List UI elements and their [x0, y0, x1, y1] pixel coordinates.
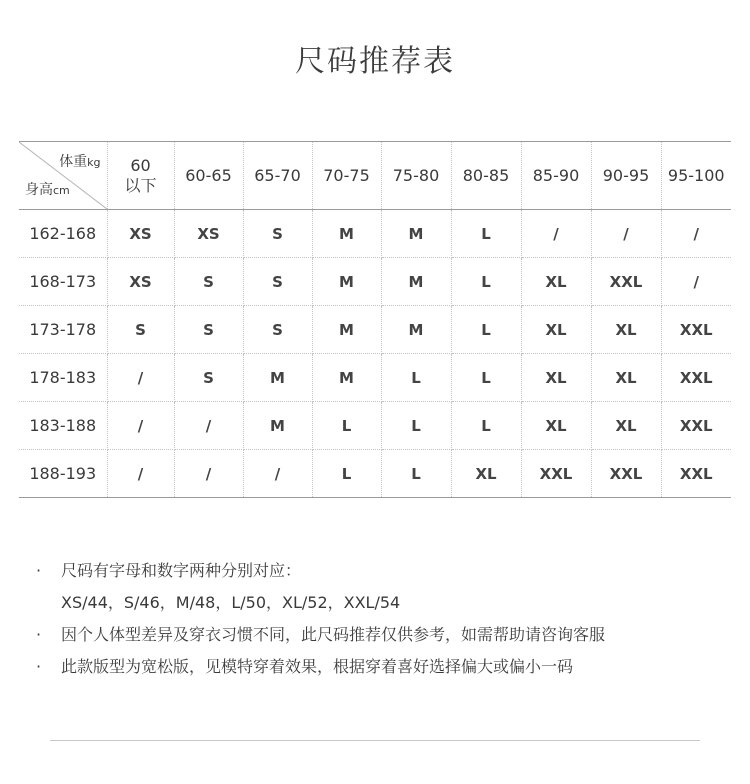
- size-cell: XXL: [661, 354, 731, 402]
- size-cell: XXL: [521, 450, 591, 498]
- size-cell: L: [381, 450, 451, 498]
- bullet-icon: ·: [36, 657, 42, 676]
- weight-header: 70-75: [312, 142, 381, 210]
- note-text: 尺码有字母和数字两种分别对应：: [61, 561, 302, 580]
- size-cell: L: [312, 402, 381, 450]
- size-cell: M: [312, 354, 381, 402]
- table-row: [19, 210, 731, 258]
- note-item: [36, 619, 716, 651]
- height-range-cell: 188-193: [19, 450, 107, 498]
- note-item: [36, 651, 716, 683]
- size-cell: XL: [591, 354, 661, 402]
- table-row: [19, 306, 731, 354]
- size-cell: XS: [107, 210, 174, 258]
- size-recommendation-table: [19, 141, 731, 498]
- size-cell: /: [107, 354, 174, 402]
- table-row: [19, 402, 731, 450]
- note-item: [36, 555, 716, 587]
- size-cell: XS: [107, 258, 174, 306]
- size-cell: XXL: [591, 450, 661, 498]
- size-notes: [36, 555, 716, 683]
- bullet-icon: ·: [36, 625, 42, 644]
- size-cell: S: [174, 354, 243, 402]
- size-cell: XL: [451, 450, 521, 498]
- size-cell: XL: [521, 258, 591, 306]
- size-cell: L: [451, 306, 521, 354]
- size-cell: S: [107, 306, 174, 354]
- size-cell: XS: [174, 210, 243, 258]
- size-cell: S: [174, 306, 243, 354]
- note-item: [36, 587, 716, 619]
- weight-header: 75-80: [381, 142, 451, 210]
- size-cell: S: [243, 210, 312, 258]
- size-cell: S: [243, 306, 312, 354]
- height-range-cell: 183-188: [19, 402, 107, 450]
- weight-header: 80-85: [451, 142, 521, 210]
- weight-header: 95-100: [661, 142, 731, 210]
- weight-header: 60 以下: [107, 142, 174, 210]
- table-row: [19, 450, 731, 498]
- size-cell: M: [312, 306, 381, 354]
- size-cell: XXL: [679, 464, 713, 483]
- note-text: 因个人体型差异及穿衣习惯不同，此尺码推荐仅供参考，如需帮助请咨询客服: [61, 625, 606, 644]
- size-cell: M: [381, 258, 451, 306]
- table-row: [19, 258, 731, 306]
- height-range-cell: 178-183: [19, 354, 107, 402]
- size-cell: XL: [521, 306, 591, 354]
- size-cell: M: [243, 354, 312, 402]
- page-title: 尺码推荐表: [295, 44, 455, 79]
- header-row: [19, 142, 731, 210]
- table-row: [19, 354, 731, 402]
- height-axis-label: 身高cm: [25, 182, 70, 198]
- size-cell: XXL: [661, 306, 731, 354]
- size-cell: /: [661, 258, 731, 306]
- weight-header: 65-70: [243, 142, 312, 210]
- table-corner-cell: [19, 142, 107, 210]
- size-cell: L: [312, 450, 381, 498]
- height-range-cell: 173-178: [19, 306, 107, 354]
- size-cell: /: [174, 450, 243, 498]
- size-cell: S: [243, 258, 312, 306]
- size-cell: L: [381, 402, 451, 450]
- bottom-divider: [50, 740, 700, 741]
- size-cell: XXL: [591, 258, 661, 306]
- size-cell: L: [451, 210, 521, 258]
- size-cell: M: [312, 258, 381, 306]
- size-cell: /: [521, 210, 591, 258]
- weight-header: 60-65: [174, 142, 243, 210]
- note-text: 此款版型为宽松版，见模特穿着效果，根据穿着喜好选择偏大或偏小一码: [61, 657, 574, 676]
- size-cell: XL: [591, 306, 661, 354]
- size-cell: M: [381, 306, 451, 354]
- size-cell: /: [107, 402, 174, 450]
- size-cell: XL: [521, 402, 591, 450]
- size-cell: XXL: [661, 402, 731, 450]
- weight-axis-label: 体重kg: [59, 154, 101, 170]
- weight-header: 90-95: [591, 142, 661, 210]
- height-range-cell: 168-173: [19, 258, 107, 306]
- size-cell: /: [591, 210, 661, 258]
- size-cell: L: [451, 258, 521, 306]
- size-cell: M: [243, 402, 312, 450]
- size-cell: M: [312, 210, 381, 258]
- weight-header: 85-90: [521, 142, 591, 210]
- bullet-icon: ·: [36, 561, 42, 580]
- size-cell: L: [451, 402, 521, 450]
- size-cell: /: [661, 210, 731, 258]
- size-cell: S: [174, 258, 243, 306]
- size-cell: XL: [521, 354, 591, 402]
- size-cell: L: [451, 354, 521, 402]
- height-range-cell: 162-168: [19, 210, 107, 258]
- size-cell: M: [381, 210, 451, 258]
- size-cell: L: [381, 354, 451, 402]
- size-cell: /: [107, 450, 174, 498]
- note-text: XS/44，S/46，M/48，L/50，XL/52，XXL/54: [61, 593, 401, 612]
- size-cell: XL: [591, 402, 661, 450]
- size-cell: /: [243, 450, 312, 498]
- size-cell: /: [174, 402, 243, 450]
